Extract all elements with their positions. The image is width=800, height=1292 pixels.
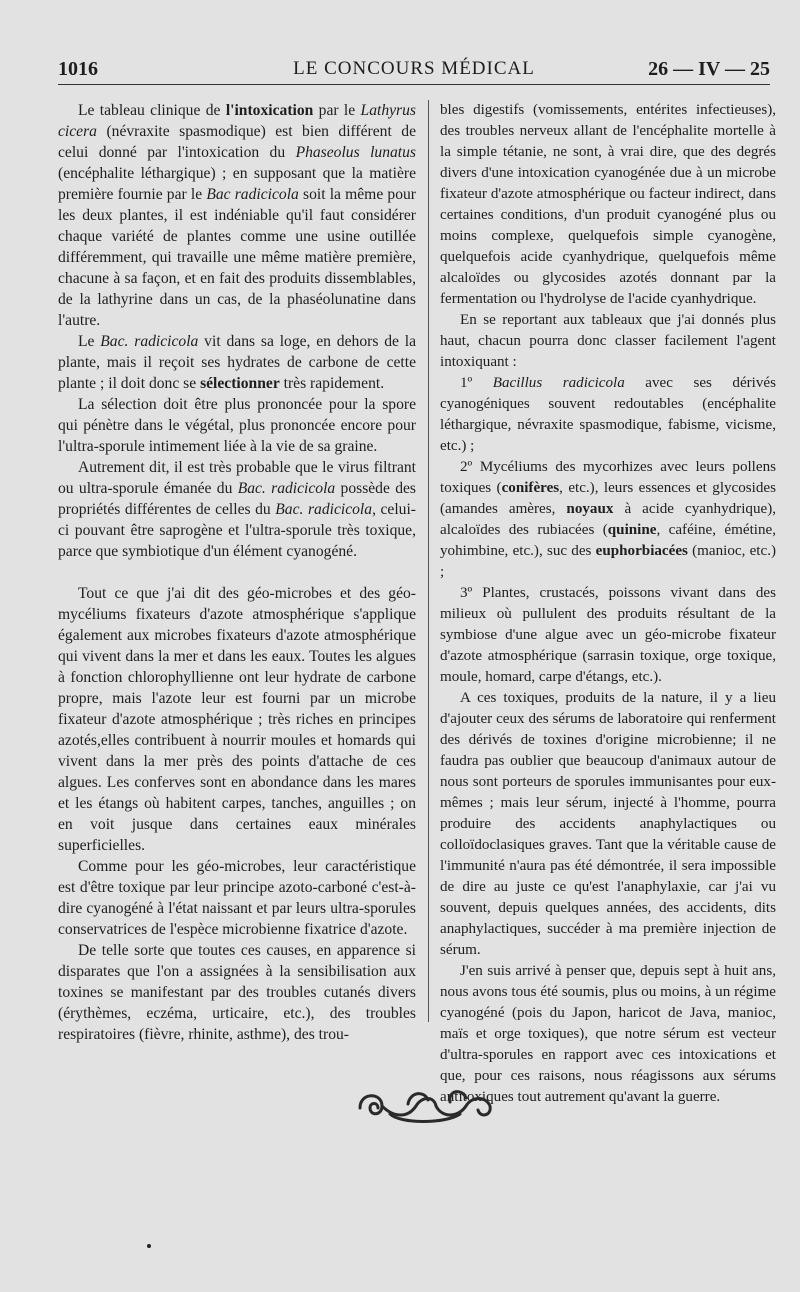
left-column xyxy=(58,100,416,1045)
list-item: 1º Bacillus radicicola avec ses dérivés cyanogéniques souvent redoutables (encéphalite léthargique, névraxite spasmodique, fabisme, vicisme, etc.) ; xyxy=(440,375,776,454)
paragraph: A ces toxiques, produits de la nature, il y a lieu d'ajouter ceux des sérums de laboratoire qui renferment des dérivés de toxines d'origine microbienne; il ne faudra pas oublier que beaucoup d'animaux autour de nous sont porteurs de sporules immunisantes pour eux-mêmes ; mais leur sérum, injecté à l'homme, pourra produire des accidents anaphylactiques ou colloïdoclasiques graves. Tant que la véritable cause de l'immunité n'aura pas été démontrée, il sera impossible de dire au juste ce qu'est l'anaphylaxie, car j'ai vu souvent, depuis quelques années, des accidents, dits anaphylactiques, succéder à ma première injection de sérum. xyxy=(440,690,776,958)
paragraph: Comme pour les géo-microbes, leur caractéristique est d'être toxique par leur principe azoto-carboné c'est-à-dire cyanogéné à l'état naissant et par leurs ultra-sporules conservatrices de l'espèce microbienne fixatrice d'azote. xyxy=(58,858,416,938)
issue-date: 26 — IV — 25 xyxy=(648,58,770,80)
list-item: 3º Plantes, crustacés, poissons vivant dans des milieux où pullulent des produits résultant de la symbiose d'une algue avec un géo-microbe fixateur d'azote atmosphérique (sarrasin toxique, orge toxique, moule, homard, carpe d'étangs, etc.). xyxy=(440,585,776,685)
paragraph: De telle sorte que toutes ces causes, en apparence si disparates que l'on a assignées à la sensibilisation aux toxines se manifestant par des troubles cutanés divers (érythèmes, eczéma, urticaire, etc.), des troubles respiratoires (fièvre, rhinite, asthme), des trou- xyxy=(58,942,416,1043)
paragraph: Le Bac. radicicola vit dans sa loge, en dehors de la plante, mais il reçoit ses hydrates de carbone de cette plante ; il doit donc se sélectionner très rapidement. xyxy=(58,333,417,392)
paragraph: J'en suis arrivé à penser que, depuis sept à huit ans, nous avons tous été soumis, plus ou moins, à un régime cyanogéné (pois du Japon, haricot de Java, manioc, maïs et orge toxiques), que notre sérum est vecteur d'ultra-sporules en rapport avec ces intoxications et que, pour ces raisons, nous réagissons aux sérums antitoxiques tout autrement qu'avant la guerre. xyxy=(440,963,776,1105)
journal-title: LE CONCOURS MÉDICAL xyxy=(293,58,535,79)
fleuron-icon xyxy=(350,1078,500,1130)
paragraph: La sélection doit être plus prononcée pour la spore qui pénètre dans le végétal, plus prononcée encore pour l'ultra-sporule intimement liée à la vie de sa graine. xyxy=(58,396,416,455)
paragraph: En se reportant aux tableaux que j'ai donnés plus haut, chacun pourra donc classer facilement l'agent intoxiquant : xyxy=(440,312,776,370)
paragraph: Autrement dit, il est très probable que le virus filtrant ou ultra-sporule émanée du Bac. radicicola possède des propriétés différentes de celles du Bac. radicicola, celui-ci pouvant être saprogène et l'ultra-sporule très toxique, parce que symbiotique d'un élément cyanogéné. xyxy=(58,459,417,560)
print-speck xyxy=(147,1244,151,1248)
right-column xyxy=(440,100,776,1108)
paragraph: bles digestifs (vomissements, entérites infectieuses), des troubles nerveux allant de l'encéphalite mortelle à la simple tétanie, ne sont, à vrai dire, que des degrés divers d'une intoxication cyanogénée due à un microbe fixateur d'azote atmosphérique ou facteur indirect, dans certaines conditions, d'un produit cyanogéné plus ou moins complexe, quelquefois simple cyanogène, quelquefois acide cyanhydrique, quelquefois même alcaloïdes ou glycosides azotés donnant par la fermentation ou l'hydrolyse de l'acide cyanhydrique. xyxy=(440,102,776,307)
page-number: 1016 xyxy=(58,58,98,80)
list-item: 2º Mycéliums des mycorhizes avec leurs pollens toxiques (conifères, etc.), leurs essences et glycosides (amandes amères, noyaux à acide cyanhydrique), alcaloïdes des rubiacées (quinine, caféine, émétine, yohimbine, etc.), suc des euphorbiacées (manioc, etc.) ; xyxy=(440,459,776,580)
column-divider xyxy=(428,100,429,1022)
paragraph: Le tableau clinique de l'intoxication par le Lathyrus cicera (névraxite spasmodique) est bien différent de celui donné par l'intoxication du Phaseolus lunatus (encéphalite léthargique) ; en supposant que la matière première fournie par le Bac radicicola soit la même pour les deux plantes, il est indéniable qu'il faut considérer chaque variété de plantes comme une usine outillée différemment, qui travaille une même matière première, chacune à sa façon, et en fait des produits dissemblables, de la lathyrine dans un cas, de la phaséolunatine dans l'autre. xyxy=(58,102,416,329)
page-header xyxy=(58,52,770,85)
paragraph: Tout ce que j'ai dit des géo-microbes et des géo-mycéliums fixateurs d'azote atmosphérique s'applique également aux microbes fixateurs d'azote atmosphérique qui vivent dans la mer et dans les eaux. Toutes les algues à fonction chlorophyllienne ont leur hydrate de carbone propre, mais l'azote leur est fourni par un microbe fixateur d'azote atmosphérique ; très riches en principes azotés,elles contribuent à nourrir moules et homards qui vivent dans la mer près des points d'attache de ces algues. Les conferves sont en abondance dans les mares et les étangs où habitent carpes, tanches, anguilles ; on en voit jusque dans certaines eaux minérales superficielles. xyxy=(58,585,416,854)
